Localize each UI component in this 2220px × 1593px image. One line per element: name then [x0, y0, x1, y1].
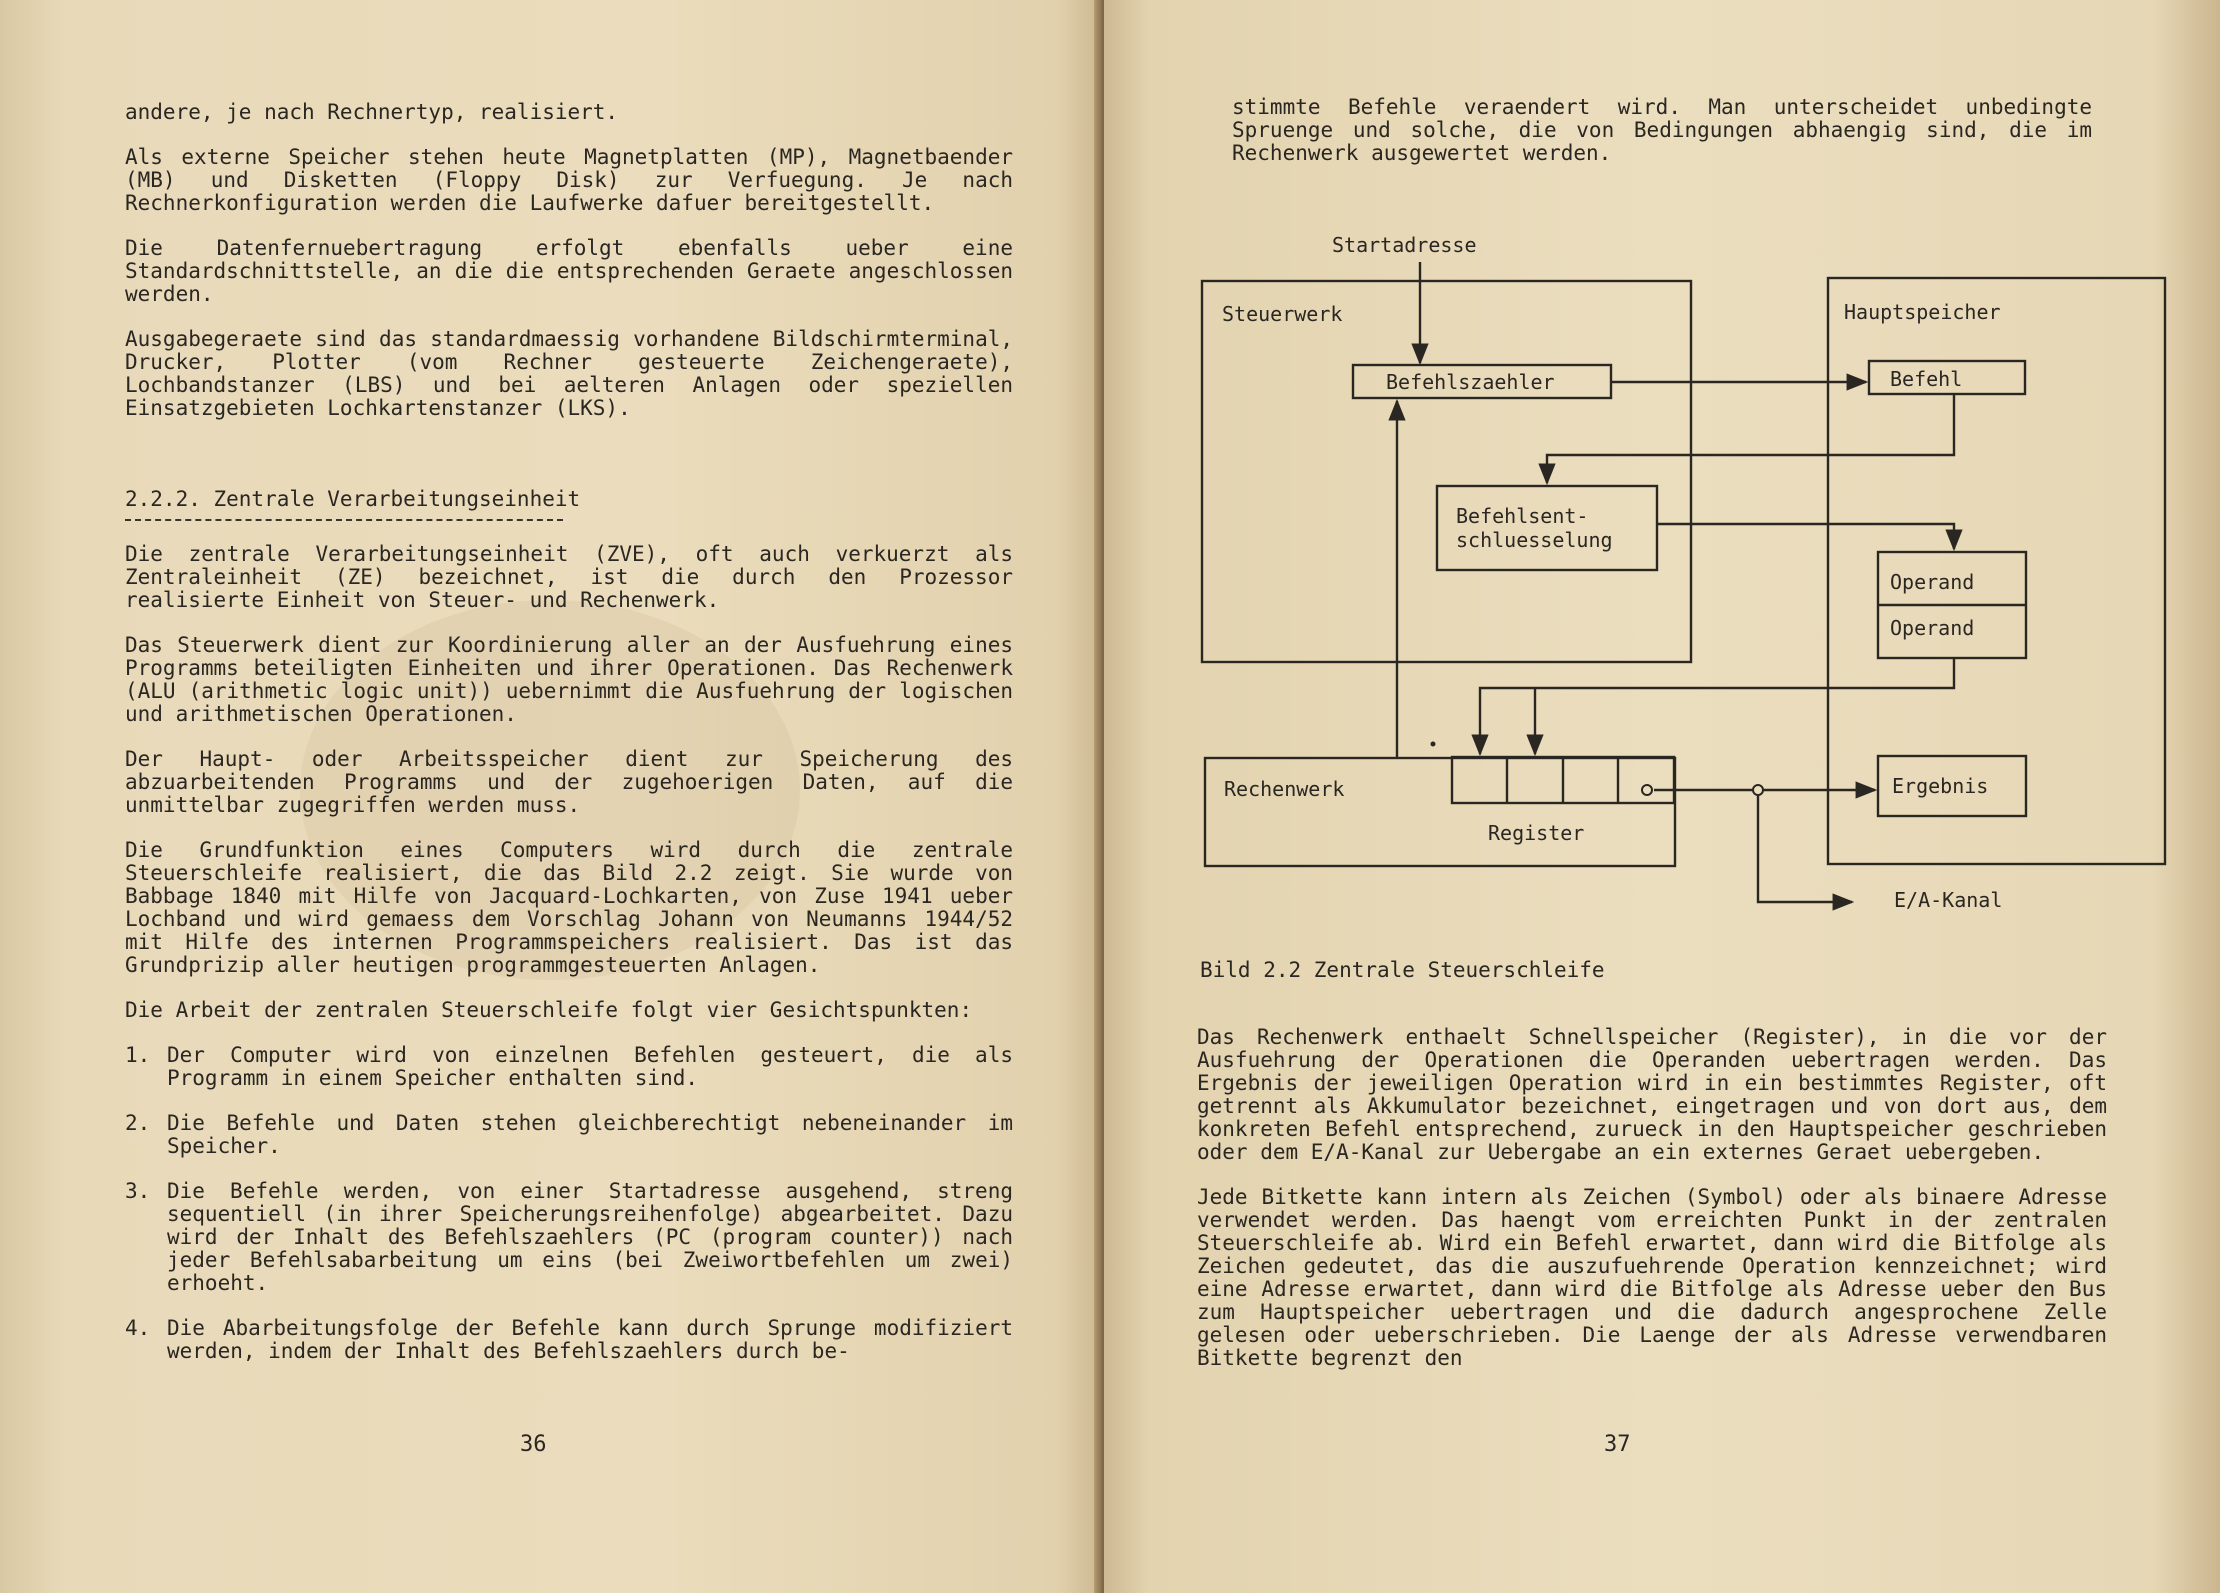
paragraph: Die Grundfunktion eines Computers wird durch die zentrale Steuerschleife realisiert, die das Bild 2.2 zeigt. Sie wurde von Babbage 1840 mit Hilfe von Jacquard-Lochkarten, von Zuse 1941 ueber Lochband und wird gemaess dem Vorschlag Johann von Neumanns 1944/52 mit Hilfe des internen Programmspeichers realisiert. Das ist das Grundprizip aller heutigen programmgesteuerten Anlagen. [125, 838, 1013, 977]
list-number: 4. [125, 1316, 151, 1340]
heading-underline [125, 519, 563, 521]
list-text: Der Computer wird von einzelnen Befehlen gesteuert, die als Programm in einem Speicher enthalten sind. [167, 1043, 1013, 1090]
paragraph: Jede Bitkette kann intern als Zeichen (Symbol) oder als binaere Adresse verwendet werden. Das haengt vom erreichten Punkt in der zentralen Steuerschleife ab. Wird ein Befehl erwartet, dann wird die Bitfolge als Zeichen gedeutet, das die auszufuehrende Operation kennzeichnet; wird eine Adresse erwartet, dann wird die Bitfolge als Adresse ueber den Bus zum Hauptspeicher uebertragen und die dadurch angesprochene Zelle gelesen oder ueberschrieben. Die Laenge der als Adresse verwendbaren Bitkette begrenzt den [1197, 1185, 2107, 1370]
paragraph: Das Steuerwerk dient zur Koordinierung aller an der Ausfuehrung eines Programms beteiligten Einheiten und ihrer Operationen. Das Rechenwerk (ALU (arithmetic logic unit)) uebernimmt die Ausfuehrung der logischen und arithmetischen Operationen. [125, 633, 1013, 726]
right-bottom-text [1197, 1026, 2107, 1392]
hauptspeicher-label: Hauptspeicher [1844, 300, 2001, 324]
figure-caption: Bild 2.2 Zentrale Steuerschleife [1200, 958, 1605, 982]
page-number: 36 [520, 1432, 547, 1457]
paragraph: stimmte Befehle veraendert wird. Man unterscheidet unbedingte Spruenge und solche, die von Bedingungen abhaengig sind, die im Rechenwerk ausgewertet werden. [1232, 95, 2092, 165]
list-number: 1. [125, 1043, 151, 1067]
operand-label-2: Operand [1890, 616, 1975, 640]
list-item [125, 1044, 1013, 1090]
befehlszaehler-label: Befehlszaehler [1386, 370, 1555, 394]
control-loop-diagram [1104, 0, 2220, 1000]
list-text: Die Abarbeitungsfolge der Befehle kann durch Sprunge modifiziert werden, indem der Inhalt des Befehlszaehlers durch be- [167, 1316, 1013, 1363]
list-item [125, 1180, 1013, 1295]
befehlsent-label-2: schluesselung [1456, 528, 1613, 552]
register-label: Register [1488, 821, 1585, 845]
befehl-label: Befehl [1890, 367, 1963, 391]
rechenwerk-label: Rechenwerk [1224, 777, 1345, 801]
paragraph: Die Datenfernuebertragung erfolgt ebenfalls ueber eine Standardschnittstelle, an die die entsprechenden Geraete angeschlossen werden. [125, 236, 1013, 306]
paragraph: Als externe Speicher stehen heute Magnetplatten (MP), Magnetbaender (MB) und Disketten (Floppy Disk) zur Verfuegung. Je nach Rechnerkonfiguration werden die Laufwerke dafuer bereitgestellt. [125, 145, 1013, 215]
steuerwerk-label: Steuerwerk [1222, 302, 1343, 326]
list-number: 3. [125, 1179, 151, 1203]
list-item [125, 1112, 1013, 1158]
paragraph: Die Arbeit der zentralen Steuerschleife folgt vier Gesichtspunkten: [125, 998, 973, 1022]
startadresse-label: Startadresse [1332, 233, 1477, 257]
operand-label-1: Operand [1890, 570, 1975, 594]
left-text-column [125, 101, 1013, 1385]
ea-kanal-label: E/A-Kanal [1894, 888, 2003, 912]
list-item [125, 1317, 1013, 1363]
section-heading: 2.2.2. Zentrale Verarbeitungseinheit [125, 487, 581, 511]
left-page [0, 0, 1100, 1593]
right-page [1104, 0, 2220, 1593]
paragraph: Der Haupt- oder Arbeitsspeicher dient zur Speicherung des abzuarbeitenden Programms und der zugehoerigen Daten, auf die unmittelbar zugegriffen werden muss. [125, 747, 1013, 817]
list-number: 2. [125, 1111, 151, 1135]
steuerwerk-box [1202, 281, 1691, 662]
paragraph: andere, je nach Rechnertyp, realisiert. [125, 100, 619, 124]
ergebnis-label: Ergebnis [1892, 774, 1989, 798]
list-text: Die Befehle und Daten stehen gleichberechtigt nebeneinander im Speicher. [167, 1111, 1013, 1158]
paragraph: Das Rechenwerk enthaelt Schnellspeicher (Register), in die vor der Ausfuehrung der Operationen die Operanden uebertragen werden. Das Ergebnis der jeweiligen Operation wird in ein bestimmtes Register, oft getrennt als Akkumulator bezeichnet, eingetragen und von dort aus, dem konkreten Befehl entsprechend, zurueck in den Hauptspeicher geschrieben oder dem E/A-Kanal zur Uebergabe an ein externes Geraet uebergeben. [1197, 1025, 2107, 1164]
list-text: Die Befehle werden, von einer Startadresse ausgehend, streng sequentiell (in ihrer Speicherungsreihenfolge) abgearbeitet. Dazu wird der Inhalt des Befehlszaehlers (PC (program counter)) nach jeder Befehlsabarbeitung um eins (bei Zweiwortbefehlen um zwei) erhoeht. [167, 1179, 1013, 1295]
page-number: 37 [1604, 1432, 1631, 1457]
paragraph: Ausgabegeraete sind das standardmaessig vorhandene Bildschirmterminal, Drucker, Plotter (vom Rechner gesteuerte Zeichengeraete), Lochbandstanzer (LBS) und bei aelteren Anlagen oder speziellen Einsatzgebieten Lochkartenstanzer (LKS). [125, 327, 1013, 420]
rechenwerk-box [1205, 758, 1675, 866]
paragraph: Die zentrale Verarbeitungseinheit (ZVE), oft auch verkuerzt als Zentraleinheit (ZE) bezeichnet, ist die durch den Prozessor realisierte Einheit von Steuer- und Rechenwerk. [125, 542, 1013, 612]
befehlsent-label-1: Befehlsent- [1456, 504, 1589, 528]
